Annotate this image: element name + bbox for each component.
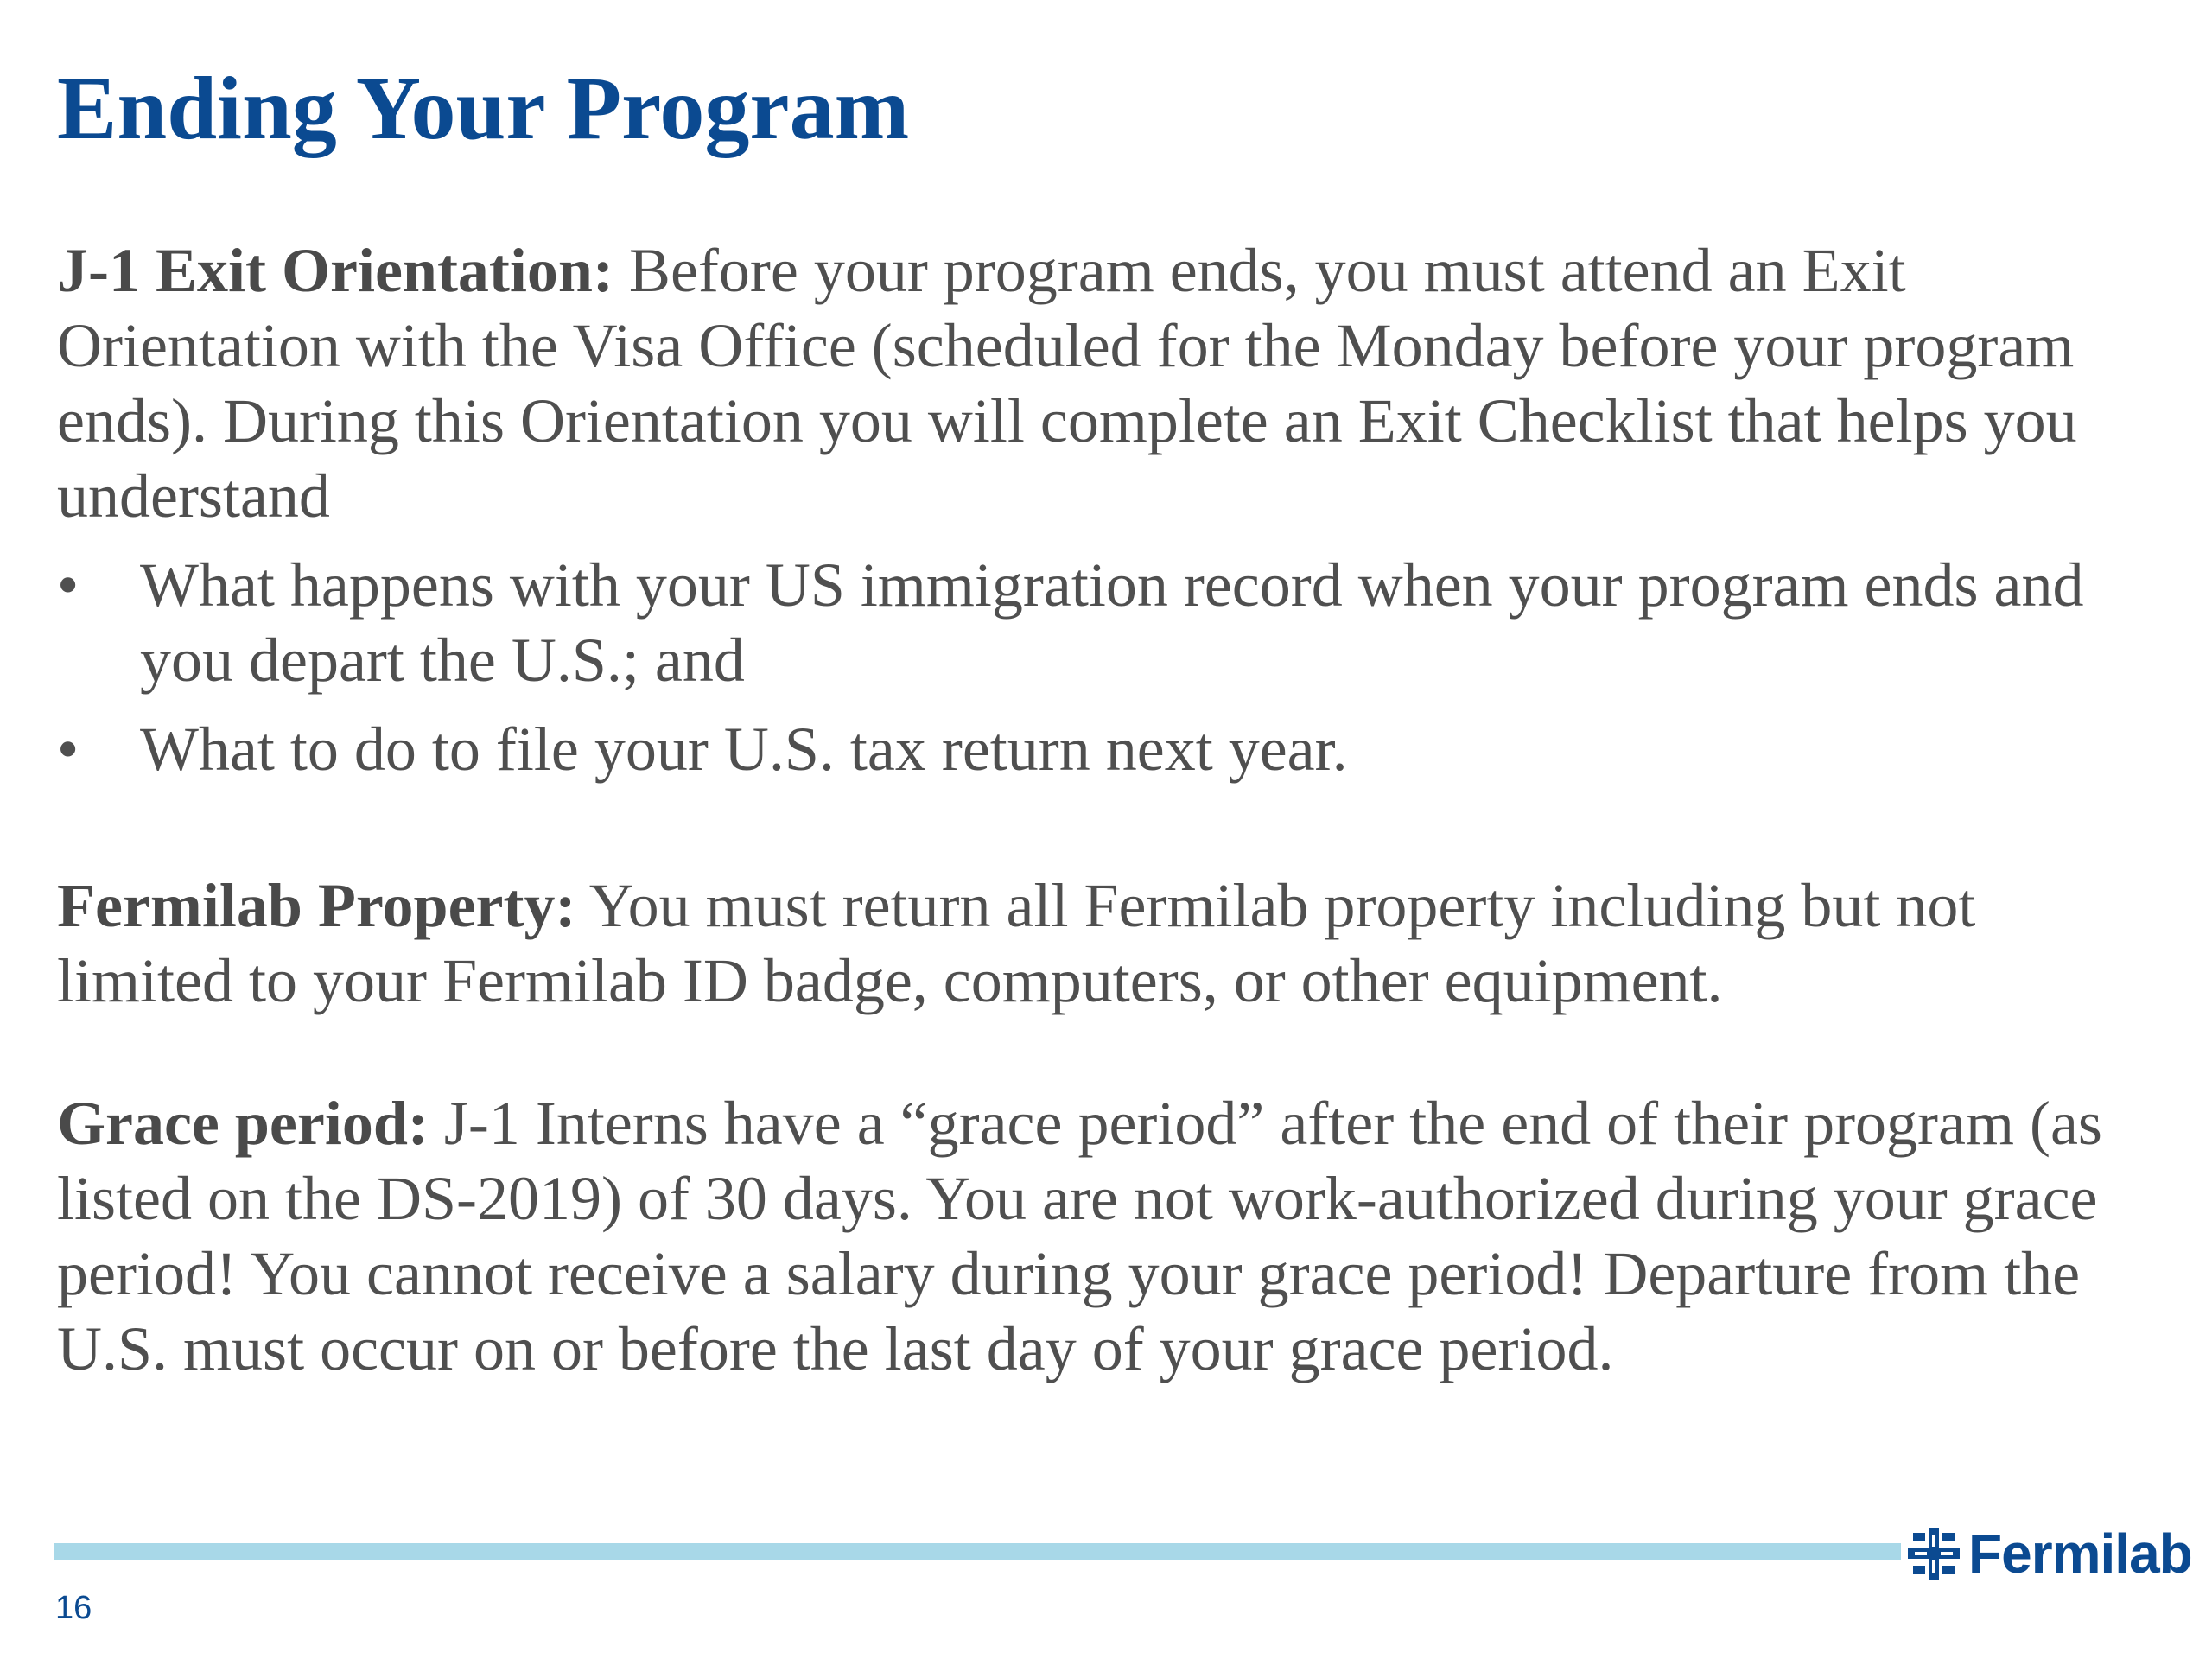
bullet-icon: •	[57, 715, 79, 784]
footer-divider-bar	[54, 1543, 1901, 1560]
page-number: 16	[55, 1590, 92, 1626]
grace-period-paragraph	[57, 1086, 2165, 1387]
exit-checklist-list	[57, 548, 2165, 787]
exit-orientation-heading: J-1 Exit Orientation:	[57, 236, 613, 305]
list-item	[57, 548, 2165, 698]
property-text: You must return all Fermilab property including but not limited to your Fermilab ID badge, computers, or other equipment.	[57, 871, 1976, 1015]
grace-period-heading: Grace period:	[57, 1089, 429, 1158]
fermilab-logo	[1906, 1519, 2192, 1588]
exit-orientation-paragraph	[57, 233, 2165, 534]
grace-period-text: J-1 Interns have a “grace period” after the end of their program (as listed on the DS-2019) of 30 days. You are not work-authorized during your grace period! You cannot receive a salary during your grace period! Departure from the U.S. must occur on or before the last day of your grace period.	[57, 1089, 2102, 1383]
property-paragraph	[57, 868, 2165, 1019]
bullet-icon: •	[57, 550, 79, 620]
slide-content	[57, 233, 2165, 1387]
exit-orientation-text: Before your program ends, you must attend an Exit Orientation with the Visa Office (scheduled for the Monday before your program ends). During this Orientation you will complete an Exit Checklist that helps you understand	[57, 236, 2077, 531]
fermilab-logo-icon	[1906, 1526, 1961, 1581]
slide-title: Ending Your Program	[57, 59, 910, 158]
bullet-text: What to do to file your U.S. tax return next year.	[140, 715, 1348, 784]
property-heading: Fermilab Property:	[57, 871, 576, 940]
list-item	[57, 712, 2165, 787]
bullet-text: What happens with your US immigration record when your program ends and you depart the U.S.; and	[140, 550, 2084, 695]
fermilab-logo-text: Fermilab	[1968, 1522, 2192, 1585]
